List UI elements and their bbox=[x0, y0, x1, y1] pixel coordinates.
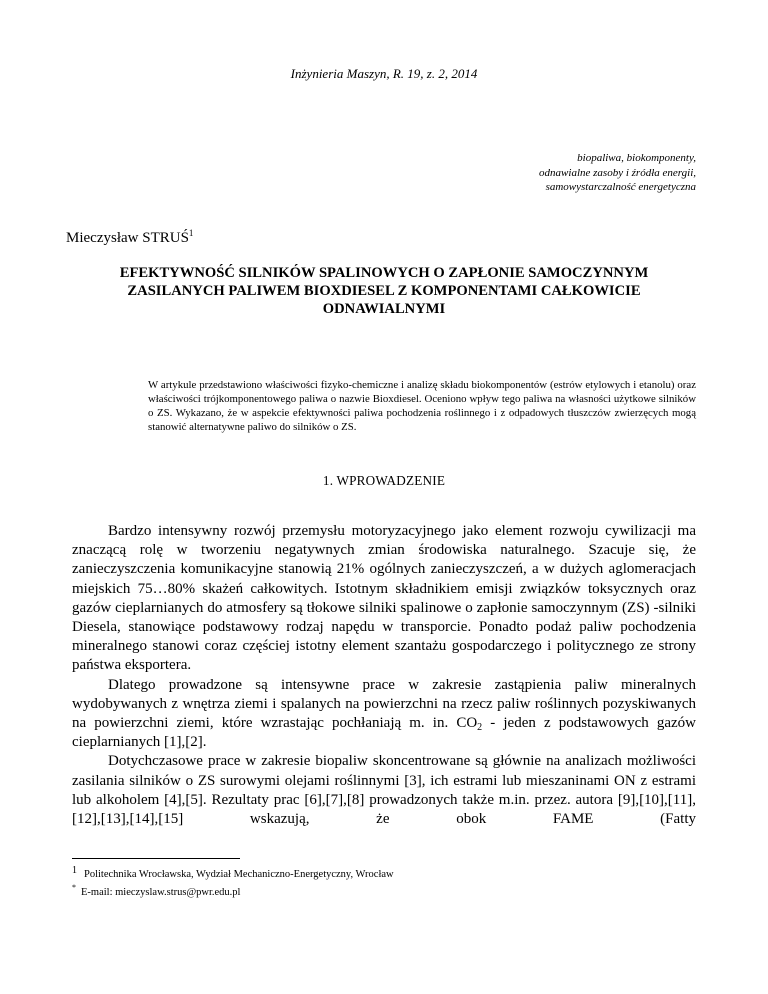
paragraph: Dotychczasowe prace w zakresie biopaliw skoncentrowane są głównie na analizach możliwości zasilania silników o ZS surowymi olejami roślinnymi [3], ich estrami lub mieszaninami ON z estrami lub alkoholem [4],[5]. Rezultaty prac [6],[7],[8] prowadzonych także m.in. przez. autora [9],[10],[11],[12],[13],[14],[15] wskazują, że obok FAME (Fatty bbox=[72, 753, 696, 828]
journal-header: Inżynieria Maszyn, R. 19, z. 2, 2014 bbox=[290, 66, 478, 81]
keyword-line: odnawialne zasoby i źródła energii, bbox=[539, 166, 696, 179]
paragraph-text: Dlatego prowadzone są intensywne prace w zakresie zastąpienia paliw mineralnych wydobywanych z wnętrza ziemi i spalanych na powierzchni na rzecz paliw roślinnych pozyskiwanych na powierzchni ziemi, które wzrastając pochłaniają m. in. CO bbox=[72, 676, 696, 732]
paragraph-text: - jeden z podstawowych gazów cieplarnianych [1],[2]. bbox=[72, 715, 696, 751]
author-name: Mieczysław STRUŚ bbox=[66, 230, 189, 246]
keyword-line: samowystarczalność energetyczna bbox=[545, 181, 696, 193]
author bbox=[66, 228, 193, 247]
subscript: 2 bbox=[477, 722, 483, 734]
footnote-mark: 1 bbox=[72, 865, 77, 876]
section-heading: 1. WPROWADZENIE bbox=[322, 473, 446, 488]
footnote bbox=[72, 881, 696, 899]
paper-title bbox=[72, 264, 696, 318]
footnote bbox=[72, 864, 696, 881]
body-text bbox=[72, 522, 696, 829]
paragraph: Bardzo intensywny rozwój przemysłu motoryzacyjnego jako element rozwoju cywilizacji ma znaczącą rolę w tworzeniu negatywnych zmian środowiska naturalnego. Szacuje się, że zanieczyszczenia komunikacyjne stanowią 21% ogólnych zanieczyszczeń, a w dużych aglomeracjach miejskich 75…80% skażeń całkowitych. Istotnym składnikiem emisji związków toksycznych oraz gazów cieplarnianych do atmosfery są tłokowe silniki spalinowe o zapłonie samoczynnym (ZS) -silniki Diesela, stanowiące podstawowy rodzaj napędu w transporcie. Ponadto podaż paliw pochodzenia mineralnego stanowi coraz częściej istotny element szantażu gospodarczego i politycznego ze strony państwa eksportera. bbox=[72, 523, 696, 674]
footnote-rule bbox=[72, 858, 240, 859]
paragraph bbox=[72, 676, 696, 753]
abstract: W artykule przedstawiono właściwości fizyko-chemiczne i analizę składu biokomponentów (estrów etylowych i etanolu) oraz właściwości trójkomponentowego paliwa o nazwie Bioxdiesel. Oceniono wpływ tego paliwa na własności użytkowe silników o ZS. Wykazano, że w aspekcie efektywności paliwa pochodzenia roślinnego i z odpadowych tłuszczów zwierzęcych mogą stanowić alternatywne paliwo do silników o ZS. bbox=[148, 379, 696, 433]
keywords bbox=[396, 151, 696, 195]
footnote-mark: * bbox=[72, 883, 76, 892]
title-line: EFEKTYWNOŚĆ SILNIKÓW SPALINOWYCH O ZAPŁONIE SAMOCZYNNYM bbox=[119, 265, 649, 281]
author-footnote-mark: 1 bbox=[188, 228, 194, 238]
footnote-text: Politechnika Wrocławska, Wydział Mechaniczno-Energetyczny, Wrocław bbox=[84, 869, 394, 880]
keyword-line: biopaliwa, biokomponenty, bbox=[577, 152, 696, 164]
title-line: ODNAWIALNYMI bbox=[322, 301, 446, 317]
title-line: ZASILANYCH PALIWEM BIOXDIESEL Z KOMPONENTAMI CAŁKOWICIE bbox=[127, 283, 641, 299]
footnotes bbox=[72, 864, 696, 899]
footnote-text: E-mail: mieczyslaw.strus@pwr.edu.pl bbox=[81, 887, 241, 898]
